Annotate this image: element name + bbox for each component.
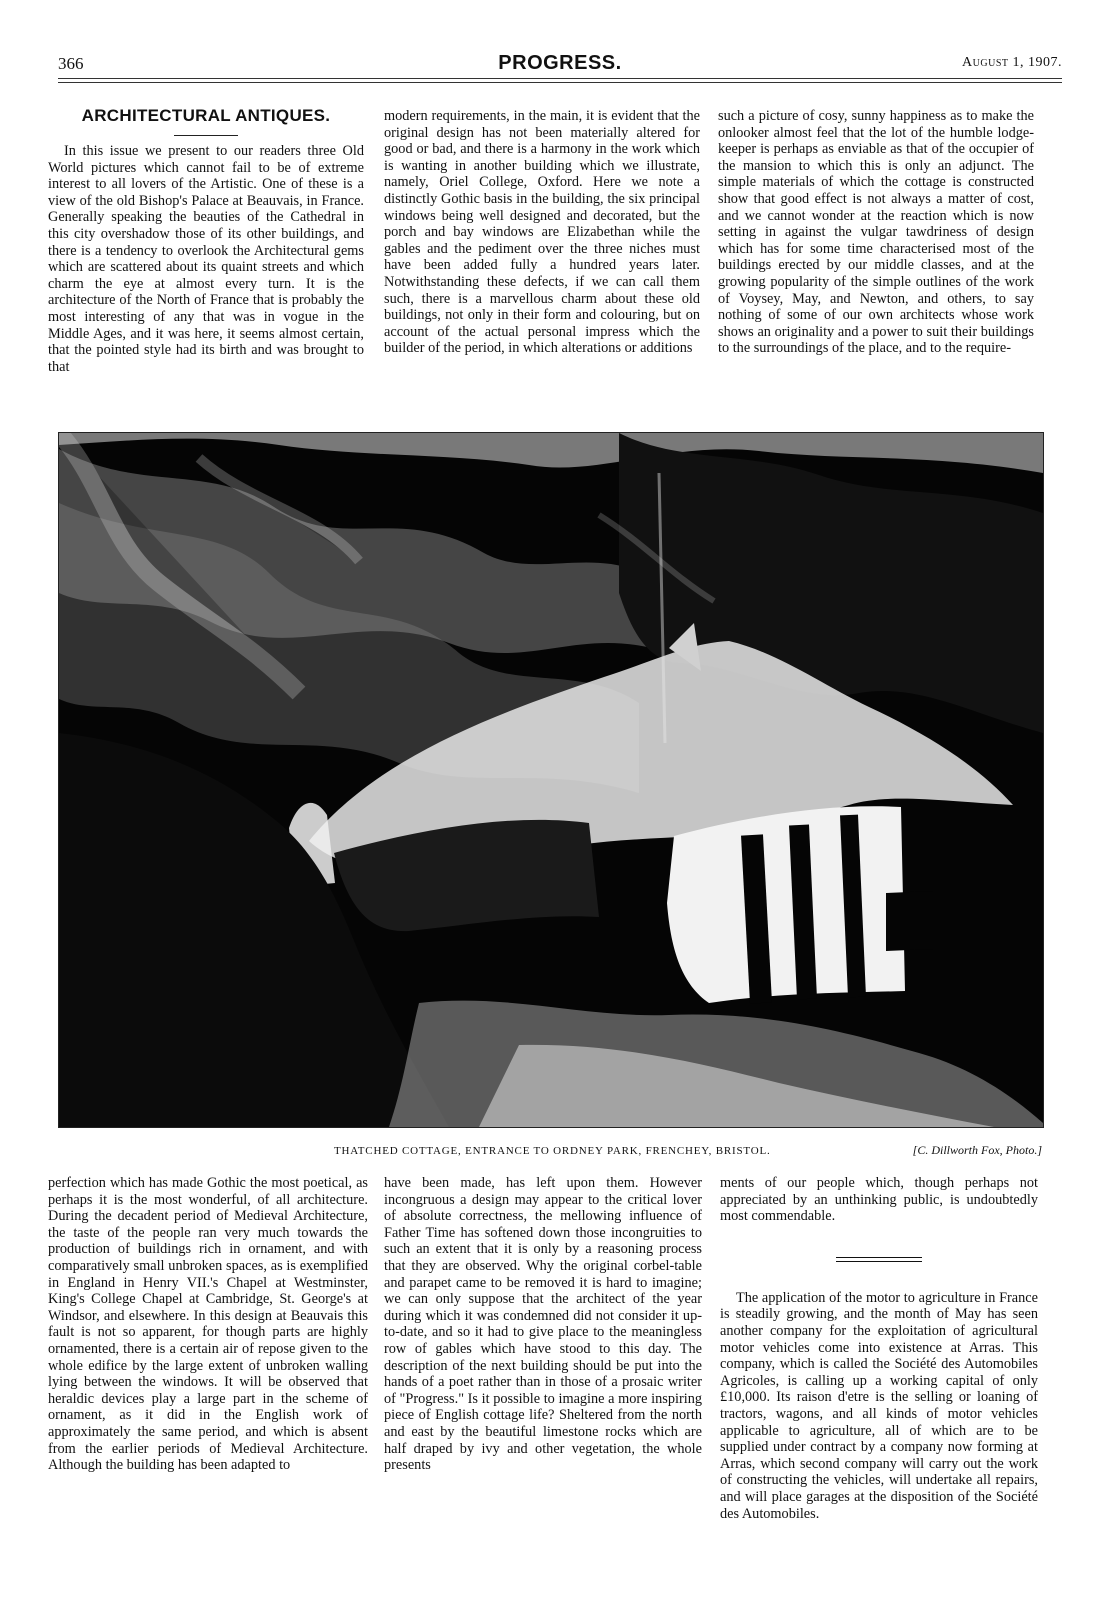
article-text-col1-bottom: perfection which has made Gothic the most poetical, as perhaps it is the most wonderful, of all architecture. During the decadent period of Medieval Architecture, the taste of the people ran very much towards the production of buildings rich in ornament, and with comparatively small unbroken spaces, as is exemplified in England in Henry VII.'s Chapel at Westminster, King's College Chapel at Cambridge, St. George's at Windsor, and elsewhere. In this design at Beauvais this fault is not so apparent, for though parts are highly ornamented, there is a certain air of repose given to the whole edifice by the large extent of unbroken walling lying between the windows. It will be observed that heraldic devices play a large part in the scheme of ornament, as it did in the English work of approximately the same period, and which is absent from the earlier periods of Medieval Architecture. Although the building has been adapted to bbox=[48, 1175, 368, 1474]
header-rule-secondary bbox=[58, 82, 1062, 83]
article-column-1-top bbox=[48, 106, 364, 406]
article-column-3-top bbox=[718, 108, 1034, 408]
article-text-col2-bottom: have been made, has left upon them. However incongruous a design may appear to the critical lover of absolute correctness, the mellowing influence of Father Time has softened down those incongruities to such an extent that it is only by a reasoning process that they are observed. Why the original corbel-table and parapet came to be removed it is hard to imagine; we can only suppose that the architect of the year during which it was condemned did not consider it up-to-date, and so it had to give place to the meaningless row of gables which have stood to this day. The description of the next building should be put into the hands of a poet rather than in those of a prosaic writer of "Progress." Is it possible to imagine a more inspiring piece of English cottage life? Sheltered from the north and east by the beautiful limestone rocks which are half draped by ivy and other vegetation, the whole presents bbox=[384, 1175, 702, 1474]
photo-credit: [C. Dillworth Fox, Photo.] bbox=[912, 1143, 1042, 1157]
journal-title: PROGRESS. bbox=[498, 52, 622, 74]
article-text-col1-top: In this issue we present to our readers three Old World pictures which cannot fail to be of extreme interest to all lovers of the Artistic. One of these is a view of the old Bishop's Palace at Beauvais, in France. Generally speaking the beauties of the Cathedral in this city overshadow those of its other buildings, and there is a tendency to overlook the Architectural gems which are scattered about its quaint streets and which charm the eye at almost every turn. It is the architecture of the North of France that is probably the most interesting of any that was in vogue in the Middle Ages, and it was here, it seems almost certain, that the pointed style had its birth and was brought to that bbox=[48, 143, 364, 375]
page-header bbox=[58, 52, 1062, 80]
issue-date: August 1, 1907. bbox=[962, 55, 1062, 70]
news-item-text: The application of the motor to agriculture in France is steadily growing, and the month of May has seen another company for the exploitation of agricultural motor vehicles come into existence at Arras. This company, which is called the Société des Automobiles Agricoles, is calling up a working capital of only £10,000. Its raison d'etre is the selling or loaning of tractors, wagons, and all kinds of motor vehicles applicable to agriculture, all of which are to be supplied under contract by a company now forming at Arras, which second company will carry out the work of constructing the vehicles, will undertake all repairs, and will place garages at the disposition of the Société des Automobiles. bbox=[720, 1289, 1038, 1522]
article-column-1-bottom bbox=[48, 1175, 368, 1535]
header-rule bbox=[58, 78, 1062, 79]
page-number: 366 bbox=[58, 54, 84, 73]
article-text-col3-top: such a picture of cosy, sunny happiness as to make the onlooker almost feel that the lot of the humble lodge-keeper is perhaps as enviable as that of the occupier of the mansion to which this is only an adjunct. The simple materials of which the cottage is constructed show that good effect is not always a matter of cost, and we cannot wonder at the reaction which is now setting in against the vulgar tawdriness of design which has for some time characterised most of the buildings erected by our middle classes, and at the growing popularity of the simple outlines of the work of Voysey, May, and Newton, and others, to say nothing of some of our own architects whose work shows an originality and a power to suit their buildings to the surroundings of the place, and to the require- bbox=[718, 108, 1034, 357]
article-column-3-bottom bbox=[720, 1175, 1038, 1535]
cottage-photo-illustration bbox=[59, 433, 1043, 1127]
article-column-2-bottom bbox=[384, 1175, 702, 1535]
article-text-col3-bottom: ments of our people which, though perhaps not appreciated by an unthinking public, is undoubtedly most commendable. bbox=[720, 1175, 1038, 1225]
title-rule bbox=[174, 135, 238, 136]
section-divider bbox=[836, 1257, 922, 1262]
photo-caption bbox=[58, 1144, 1042, 1164]
article-title: ARCHITECTURAL ANTIQUES. bbox=[81, 106, 331, 125]
article-column-2-top bbox=[384, 108, 700, 408]
photo-caption-text: THATCHED COTTAGE, ENTRANCE TO ORDNEY PARK, FRENCHEY, BRISTOL. bbox=[334, 1145, 771, 1157]
article-text-col2-top: modern requirements, in the main, it is evident that the original design has not been materially altered for good or bad, and there is a harmony in the work which is wanting in another building which we illustrate, namely, Oriel College, Oxford. Here we note a distinctly Gothic basis in the building, the six principal windows being well designed and decorated, but the porch and bay windows are Elizabethan while the gables and the pediment over the three niches must have been added fully a hundred years later. Notwithstanding these defects, if we can call them such, there is a marvellous charm about these old buildings, not only in their form and colouring, but on account of the actual personal impress which the builder of the period, in which alterations or additions bbox=[384, 108, 700, 357]
cottage-photograph bbox=[58, 432, 1044, 1128]
